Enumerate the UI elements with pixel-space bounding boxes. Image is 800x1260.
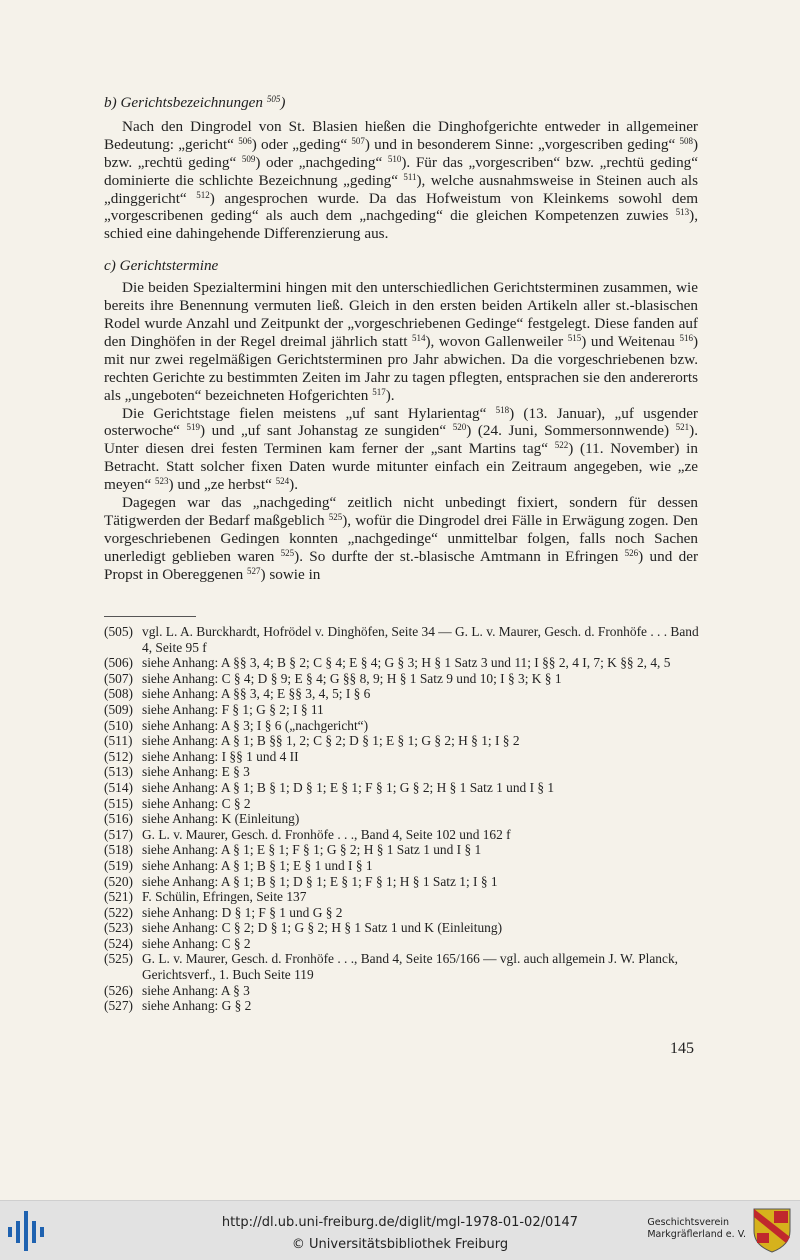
footnote-text: siehe Anhang: A § 3 (142, 982, 250, 998)
footnote (104, 842, 700, 858)
footnote-number: (507) (104, 670, 134, 686)
footnote-text: siehe Anhang: A §§ 3, 4; B § 2; C § 4; E § 4; G § 3; H § 1 Satz 3 und 11; I §§ 2, 4 I, 7; K §§ 2, 4, 5 (142, 655, 671, 671)
footnote-marker: 511 (403, 171, 417, 182)
footnote-marker: 506 (238, 135, 252, 146)
footnote-text: siehe Anhang: G § 2 (142, 998, 252, 1014)
section-heading-b: b) Gerichtsbezeichnungen $^{505}$) (104, 94, 286, 111)
footnote-number: (523) (104, 920, 134, 936)
footnote-marker: 525 (328, 511, 343, 522)
footnote-text: vgl. L. A. Burckhardt, Hofrödel v. Dinghöfen, Seite 34 — G. L. v. Maurer, Gesch. d. Fronhöfe . . . Band 4, Seite 95 f (142, 624, 699, 655)
footnote-text: siehe Anhang: A § 1; B § 1; D § 1; E § 1; F § 1; G § 2; H § 1 Satz 1 und I § 1 (142, 779, 555, 795)
footnote (104, 749, 700, 765)
footnote-marker: 515 (567, 332, 582, 343)
main-text (104, 94, 698, 584)
footnote-marker: 527 (246, 565, 261, 576)
viewer-footer (0, 1200, 800, 1260)
publisher-line-1: Geschichtsverein (647, 1217, 729, 1228)
footnote-marker: 520 (452, 422, 467, 433)
footnote (104, 671, 700, 687)
coat-of-arms-icon[interactable] (752, 1207, 792, 1253)
footnote-marker: 523 (155, 476, 169, 487)
footnote-number: (506) (104, 655, 134, 671)
footnote-marker: 509 (241, 153, 256, 164)
footnote (104, 827, 700, 843)
footnote (104, 920, 700, 936)
footnote (104, 686, 700, 702)
footnote-number: (520) (104, 873, 134, 889)
footnote (104, 889, 700, 905)
footnote-number: (524) (104, 935, 134, 951)
footnote (104, 811, 700, 827)
footnote (104, 998, 700, 1014)
footnote-marker: 522 (554, 440, 569, 451)
footnote-number: (515) (104, 795, 134, 811)
footnote-text: siehe Anhang: C § 2 (142, 795, 251, 811)
footnote-text: siehe Anhang: A § 1; E § 1; F § 1; G § 2; H § 1 Satz 1 und I § 1 (142, 842, 482, 858)
footnote-text: G. L. v. Maurer, Gesch. d. Fronhöfe . . ., Band 4, Seite 102 und 162 f (142, 826, 511, 842)
footnote-number: (513) (104, 764, 134, 780)
footnote (104, 718, 700, 734)
footnote-marker: 521 (675, 422, 690, 433)
footnote (104, 905, 700, 921)
footnote-marker: 516 (679, 332, 693, 343)
footnote-text: siehe Anhang: A §§ 3, 4; E §§ 3, 4, 5; I § 6 (142, 686, 371, 702)
footnote-number: (510) (104, 717, 134, 733)
footnote-number: (511) (104, 733, 133, 749)
footnote-text: siehe Anhang: D § 1; F § 1 und G § 2 (142, 904, 343, 920)
footnote (104, 951, 700, 982)
footnote-text: siehe Anhang: C § 2; D § 1; G § 2; H § 1 Satz 1 und K (Einleitung) (142, 920, 503, 936)
footnote-number: (521) (104, 889, 134, 905)
footnote-text: siehe Anhang: A § 3; I § 6 („nachgericht“) (142, 717, 369, 733)
footnote-text: siehe Anhang: A § 1; B § 1; D § 1; E § 1; F § 1; H § 1 Satz 1; I § 1 (142, 873, 498, 889)
publisher-line-2: Markgräflerland e. V. (647, 1229, 746, 1240)
footnote-number: (527) (104, 998, 134, 1014)
footnote-marker: 507 (351, 135, 365, 146)
footnote-marker: 508 (679, 135, 693, 146)
footnote-divider (104, 616, 196, 617)
footnote (104, 874, 700, 890)
footnote (104, 702, 700, 718)
footnote (104, 780, 700, 796)
footnote-number: (514) (104, 779, 134, 795)
paragraph: Nach den Dingrodel von St. Blasien hießen die Dinghofgerichte entweder in allgemeiner Bedeutung: „gericht“ $^{506}$) oder „geding“ $^{507}$) und in besonderem Sinne: „vorgescriben geding“ $^{508}$) bzw. „rechtü geding“ $^{509}$) oder „nachgeding“ $^{510}$). Für das „vorgescriben“ bzw. „rechtü geding“ dominierte die schlichte Bezeichnung „geding“ $^{511}$), welche ausnahmsweise in Steinen auch als „dinggericht“ $^{512}$) angesprochen wurde. Da das Hofweistum von Kleinkems sowohl dem „vorgescribenen geding“ als auch dem „nachgeding“ die gleichen Kompetenzen zuwies $^{513}$), schied eine dahingehende Differenzierung aus. (104, 117, 699, 243)
footnote-number: (505) (104, 624, 134, 639)
footnote-text: F. Schülin, Efringen, Seite 137 (142, 889, 307, 905)
footnote-number: (517) (104, 826, 134, 842)
footnote-text: siehe Anhang: E § 3 (142, 764, 250, 780)
footnote-number: (512) (104, 748, 134, 764)
footnote-text: G. L. v. Maurer, Gesch. d. Fronhöfe . . ., Band 4, Seite 165/166 — vgl. auch allgemein J. W. Planck, Gerichtsverf., 1. Buch Seite 119 (142, 951, 678, 983)
footnote-number: (518) (104, 842, 134, 858)
footnote-text: siehe Anhang: C § 2 (142, 935, 251, 951)
footnote-marker: 518 (495, 404, 510, 415)
footnote (104, 655, 700, 671)
footnote-text: siehe Anhang: A § 1; B §§ 1, 2; C § 2; D § 1; E § 1; G § 2; H § 1; I § 2 (142, 733, 520, 749)
footnote-marker: 524 (275, 476, 290, 487)
footnote-marker: 519 (186, 422, 200, 433)
footnotes (104, 624, 700, 1014)
footnote-text: siehe Anhang: I §§ 1 und 4 II (142, 748, 299, 764)
footnote-text: siehe Anhang: K (Einleitung) (142, 811, 300, 827)
footnote (104, 624, 700, 655)
footnote-text: siehe Anhang: C § 4; D § 9; E § 4; G §§ 8, 9; H § 1 Satz 9 und 10; I § 3; K § 1 (142, 670, 562, 686)
footnote-marker: 510 (387, 153, 402, 164)
footnote-number: (508) (104, 686, 134, 702)
footnote (104, 733, 700, 749)
footnote-marker: 512 (196, 189, 210, 200)
footnote-marker: 517 (372, 386, 386, 397)
footnote-marker: 513 (675, 207, 690, 218)
footnote-number: (519) (104, 857, 134, 873)
footnote (104, 936, 700, 952)
footnote-text: siehe Anhang: F § 1; G § 2; I § 11 (142, 701, 324, 717)
footnote (104, 796, 700, 812)
copyright-text: © Universitätsbibliothek Freiburg (291, 1237, 509, 1252)
footnote-number: (516) (104, 811, 134, 827)
page-number: 145 (670, 1040, 694, 1057)
footnote-number: (525) (104, 951, 134, 967)
permalink-url[interactable]: http://dl.ub.uni-freiburg.de/diglit/mgl-1978-01-02/0147 (221, 1215, 579, 1230)
paragraph: Dagegen war das „nachgeding“ zeitlich nicht unbedingt fixiert, sondern für dessen Tätigwerden der Bedarf maßgeblich $^{525}$), wofür die Dingrodel drei Fälle in Erwägung zogen. Den vorgeschriebenen Gedingen konnten „nachgedinge“ unmittelbar folgen, falls noch Sachen unerledigt geblieben waren $^{525}$). So durfte der st.-blasische Amtmann in Efringen $^{526}$) und der Propst in Obereggenen $^{527}$) sowie in (104, 494, 699, 583)
footnote-number: (509) (104, 701, 134, 717)
footnote-number: (526) (104, 982, 134, 998)
paragraph: Die Gerichtstage fielen meistens „uf sant Hylarientag“ $^{518}$) (13. Januar), „uf usgender osterwoche“ $^{519}$) und „uf sant Johanstag ze sungiden“ $^{520}$) (24. Juni, Sommersonnwende) $^{521}$). Unter diesen drei festen Terminen kam ferner der „sant Martins tag“ $^{522}$) (11. November) in Betracht. Statt solcher fixen Daten wurde mitunter einfach ein Zeitraum angegeben, wie „ze meyen“ $^{523}$) und „ze herbst“ $^{524}$). (104, 404, 698, 494)
footnote (104, 764, 700, 780)
paragraph: Die beiden Spezialtermini hingen mit den unterschiedlichen Gerichtsterminen zusammen, wie bereits ihre Benennung vermuten ließ. Gleich in den ersten beiden Artikeln aller st.-blasischen Rodel wurde Anzahl und Zeitpunkt der „vorgeschriebenen Gedinge“ festgelegt. Diese fanden auf den Dinghöfen in der Regel dreimal jährlich statt $^{514}$), wovon Gallenweiler $^{515}$) und Weitenau $^{516}$) mit nur zwei regelmäßigen Gerichtsterminen pro Jahr abwichen. Da die vorgeschriebenen bzw. rechten Gerichte zu bestimmten Zeiten im Jahr zu tagen pflegten, entsprachen sie den andererorts als „ungeboten“ bezeichneten Hofgerichten $^{517}$). (104, 279, 698, 404)
publisher-name[interactable] (647, 1217, 746, 1241)
footnote-number: (522) (104, 904, 134, 920)
footnote-marker: 525 (280, 547, 295, 558)
footnote (104, 858, 700, 874)
footnote-marker: 514 (411, 332, 426, 343)
footnote (104, 983, 700, 999)
section-heading-c: c) Gerichtstermine (104, 257, 219, 275)
footnote-marker: 526 (624, 547, 639, 558)
footnote-text: siehe Anhang: A § 1; B § 1; E § 1 und I § 1 (142, 857, 373, 873)
